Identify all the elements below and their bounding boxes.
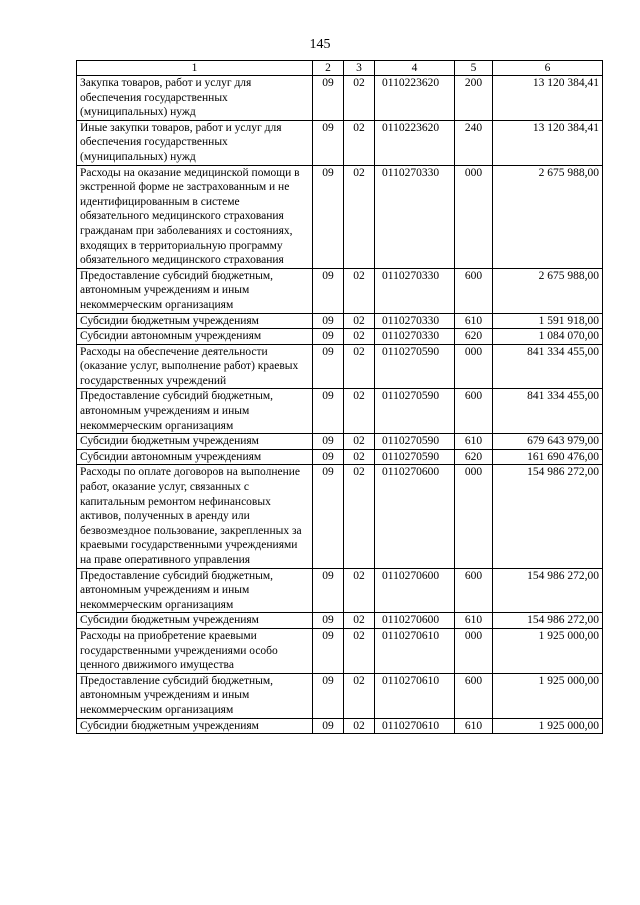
row-amount: 154 986 272,00: [493, 465, 603, 568]
row-section: 09: [313, 389, 344, 434]
row-subsection: 02: [344, 718, 375, 734]
row-target-code: 0110270330: [375, 329, 455, 345]
row-section: 09: [313, 465, 344, 568]
row-amount: 679 643 979,00: [493, 434, 603, 450]
row-amount: 154 986 272,00: [493, 568, 603, 613]
row-target-code: 0110223620: [375, 76, 455, 121]
row-subsection: 02: [344, 313, 375, 329]
row-target-code: 0110270590: [375, 389, 455, 434]
budget-table: [76, 60, 603, 734]
row-amount: 1 925 000,00: [493, 718, 603, 734]
row-expense-type: 600: [455, 268, 493, 313]
row-amount: 154 986 272,00: [493, 613, 603, 629]
row-section: 09: [313, 120, 344, 165]
row-subsection: 02: [344, 449, 375, 465]
column-header: 5: [455, 61, 493, 76]
row-subsection: 02: [344, 434, 375, 450]
table-row: [77, 434, 603, 450]
row-expense-type: 000: [455, 344, 493, 389]
row-expense-type: 610: [455, 718, 493, 734]
row-name: Расходы на приобретение краевыми государственными учреждениями особо ценного движимого имущества: [77, 628, 313, 673]
row-expense-type: 610: [455, 613, 493, 629]
column-header: 6: [493, 61, 603, 76]
table-row: [77, 268, 603, 313]
row-amount: 841 334 455,00: [493, 344, 603, 389]
table-row: [77, 329, 603, 345]
row-subsection: 02: [344, 329, 375, 345]
row-section: 09: [313, 449, 344, 465]
row-expense-type: 000: [455, 628, 493, 673]
row-target-code: 0110270330: [375, 268, 455, 313]
row-name: Предоставление субсидий бюджетным, автономным учреждениям и иным некоммерческим организациям: [77, 389, 313, 434]
row-target-code: 0110270590: [375, 434, 455, 450]
column-header: 1: [77, 61, 313, 76]
row-amount: 1 925 000,00: [493, 628, 603, 673]
row-subsection: 02: [344, 613, 375, 629]
page-number: 145: [309, 37, 331, 52]
row-section: 09: [313, 313, 344, 329]
row-amount: 2 675 988,00: [493, 268, 603, 313]
row-amount: 1 591 918,00: [493, 313, 603, 329]
table-row: [77, 313, 603, 329]
table-row: [77, 718, 603, 734]
row-expense-type: 000: [455, 465, 493, 568]
row-section: 09: [313, 268, 344, 313]
row-target-code: 0110270330: [375, 165, 455, 268]
row-name: Субсидии бюджетным учреждениям: [77, 313, 313, 329]
row-target-code: 0110270600: [375, 465, 455, 568]
row-amount: 1 084 070,00: [493, 329, 603, 345]
table-row: [77, 628, 603, 673]
row-expense-type: 600: [455, 568, 493, 613]
table-row: [77, 613, 603, 629]
row-subsection: 02: [344, 389, 375, 434]
row-name: Закупка товаров, работ и услуг для обеспечения государственных (муниципальных) нужд: [77, 76, 313, 121]
row-expense-type: 200: [455, 76, 493, 121]
table-row: [77, 120, 603, 165]
row-target-code: 0110270600: [375, 613, 455, 629]
table-body: [77, 76, 603, 734]
column-header: 2: [313, 61, 344, 76]
row-subsection: 02: [344, 673, 375, 718]
row-target-code: 0110270590: [375, 449, 455, 465]
column-header: 4: [375, 61, 455, 76]
table-row: [77, 389, 603, 434]
row-target-code: 0110270330: [375, 313, 455, 329]
row-name: Предоставление субсидий бюджетным, автономным учреждениям и иным некоммерческим организациям: [77, 568, 313, 613]
row-name: Субсидии бюджетным учреждениям: [77, 613, 313, 629]
column-header: 3: [344, 61, 375, 76]
table-row: [77, 76, 603, 121]
row-name: Расходы на обеспечение деятельности (оказание услуг, выполнение работ) краевых государственных учреждений: [77, 344, 313, 389]
row-target-code: 0110270610: [375, 673, 455, 718]
row-section: 09: [313, 718, 344, 734]
row-subsection: 02: [344, 568, 375, 613]
row-section: 09: [313, 628, 344, 673]
row-expense-type: 600: [455, 673, 493, 718]
row-name: Предоставление субсидий бюджетным, автономным учреждениям и иным некоммерческим организациям: [77, 673, 313, 718]
row-target-code: 0110270610: [375, 628, 455, 673]
row-target-code: 0110270600: [375, 568, 455, 613]
table-header-row: [77, 61, 603, 76]
row-section: 09: [313, 613, 344, 629]
row-amount: 13 120 384,41: [493, 120, 603, 165]
row-expense-type: 620: [455, 329, 493, 345]
row-target-code: 0110270610: [375, 718, 455, 734]
row-amount: 1 925 000,00: [493, 673, 603, 718]
row-subsection: 02: [344, 344, 375, 389]
row-section: 09: [313, 76, 344, 121]
row-subsection: 02: [344, 628, 375, 673]
row-section: 09: [313, 344, 344, 389]
row-name: Иные закупки товаров, работ и услуг для обеспечения государственных (муниципальных) нужд: [77, 120, 313, 165]
row-section: 09: [313, 434, 344, 450]
row-amount: 2 675 988,00: [493, 165, 603, 268]
row-target-code: 0110223620: [375, 120, 455, 165]
table-row: [77, 449, 603, 465]
table-row: [77, 165, 603, 268]
row-expense-type: 240: [455, 120, 493, 165]
row-name: Расходы по оплате договоров на выполнение работ, оказание услуг, связанных с капитальным ремонтом нефинансовых активов, полученных в аренду или безвозмездное пользование, закрепленных за краевыми государственными учреждениями на праве оперативного управления: [77, 465, 313, 568]
row-name: Субсидии автономным учреждениям: [77, 449, 313, 465]
row-subsection: 02: [344, 165, 375, 268]
row-name: Субсидии бюджетным учреждениям: [77, 434, 313, 450]
row-expense-type: 610: [455, 313, 493, 329]
row-subsection: 02: [344, 465, 375, 568]
row-name: Субсидии бюджетным учреждениям: [77, 718, 313, 734]
table-row: [77, 673, 603, 718]
row-expense-type: 620: [455, 449, 493, 465]
row-subsection: 02: [344, 76, 375, 121]
row-expense-type: 000: [455, 165, 493, 268]
row-subsection: 02: [344, 268, 375, 313]
table-row: [77, 344, 603, 389]
row-section: 09: [313, 673, 344, 718]
row-expense-type: 600: [455, 389, 493, 434]
row-section: 09: [313, 329, 344, 345]
row-section: 09: [313, 165, 344, 268]
row-subsection: 02: [344, 120, 375, 165]
row-amount: 161 690 476,00: [493, 449, 603, 465]
table-row: [77, 568, 603, 613]
row-expense-type: 610: [455, 434, 493, 450]
row-section: 09: [313, 568, 344, 613]
row-name: Расходы на оказание медицинской помощи в экстренной форме не застрахованным и не идентифицированным в системе обязательного медицинского страхования гражданам при заболеваниях и состояниях, входящих в территориальную программу обязательного медицинского страхования: [77, 165, 313, 268]
row-name: Субсидии автономным учреждениям: [77, 329, 313, 345]
row-amount: 841 334 455,00: [493, 389, 603, 434]
row-amount: 13 120 384,41: [493, 76, 603, 121]
row-target-code: 0110270590: [375, 344, 455, 389]
row-name: Предоставление субсидий бюджетным, автономным учреждениям и иным некоммерческим организациям: [77, 268, 313, 313]
table-row: [77, 465, 603, 568]
